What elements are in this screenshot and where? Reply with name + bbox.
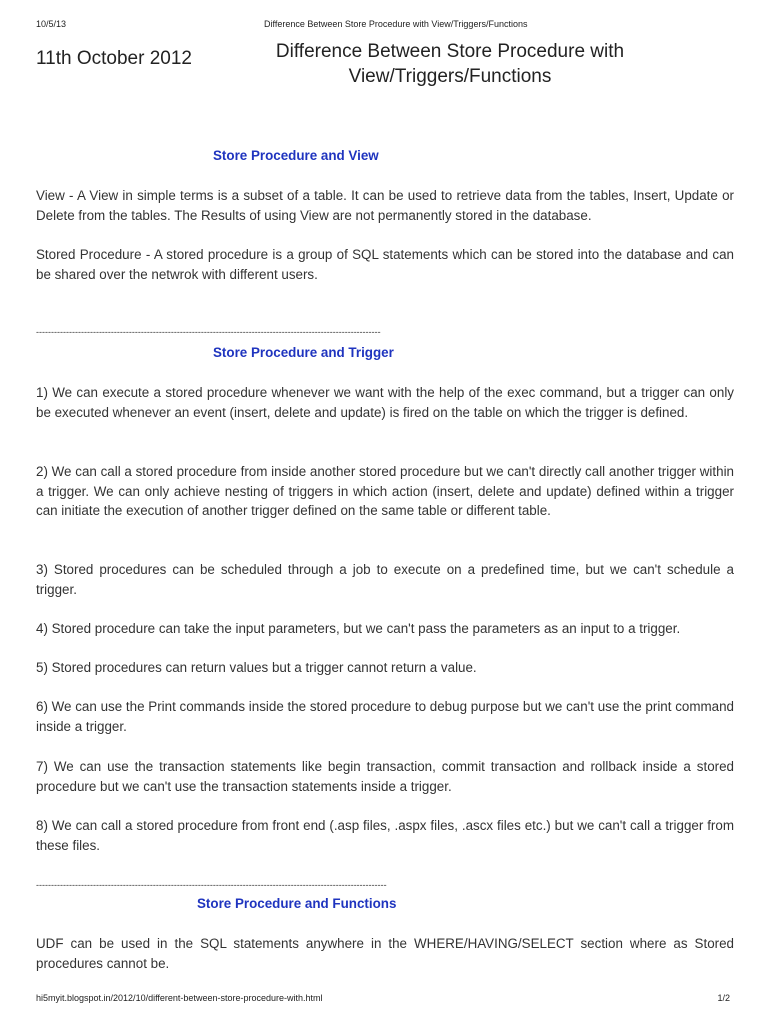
trigger-point-3: 3) Stored procedures can be scheduled through a job to execute on a predefined time, but we can't schedule a trigger.	[36, 562, 734, 597]
paragraph-view: View - A View in simple terms is a subset of a table. It can be used to retrieve data from the tables, Insert, Update or Delete from the tables. The Results of using View are not permanently stored in the database.	[36, 188, 734, 223]
paragraph-stored-procedure: Stored Procedure - A stored procedure is a group of SQL statements which can be stored into the database and can be shared over the netwrok with different users.	[36, 247, 734, 282]
page-url: hi5myit.blogspot.in/2012/10/different-between-store-procedure-with.html	[36, 993, 323, 1003]
page-number: 1/2	[717, 993, 730, 1003]
print-date: 10/5/13	[36, 19, 67, 29]
print-footer	[36, 993, 732, 1005]
section-heading-functions: Store Procedure and Functions	[197, 896, 397, 911]
divider-line: ---------------------------------------------------------------------------------------------------------------------	[36, 880, 387, 890]
trigger-point-7: 7) We can use the transaction statements like begin transaction, commit transaction and rollback inside a stored procedure but we can't use the transaction statements inside a trigger.	[36, 759, 734, 794]
functions-paragraph: UDF can be used in the SQL statements anywhere in the WHERE/HAVING/SELECT section where as Stored procedures cannot be.	[36, 936, 734, 971]
print-header	[36, 19, 732, 31]
trigger-point-4: 4) Stored procedure can take the input parameters, but we can't pass the parameters as an input to a trigger.	[36, 621, 681, 636]
section-heading-view: Store Procedure and View	[213, 148, 379, 163]
section-heading-trigger: Store Procedure and Trigger	[213, 345, 394, 360]
trigger-point-1: 1) We can execute a stored procedure whenever we want with the help of the exec command, but a trigger can only be executed whenever an event (insert, delete and update) is fired on the table on which the trigger is defined.	[36, 385, 734, 420]
trigger-point-2: 2) We can call a stored procedure from inside another stored procedure but we can't directly call another trigger within a trigger. We can only achieve nesting of triggers in which action (insert, delete and update) defined within a trigger can initiate the execution of another trigger defined on the same table or different table.	[36, 464, 734, 518]
post-date: 11th October 2012	[36, 48, 192, 69]
trigger-point-8: 8) We can call a stored procedure from front end (.asp files, .aspx files, .ascx files etc.) but we can't call a trigger from these files.	[36, 818, 734, 853]
trigger-point-5: 5) Stored procedures can return values but a trigger cannot return a value.	[36, 660, 477, 675]
trigger-point-6: 6) We can use the Print commands inside the stored procedure to debug purpose but we can't use the print command inside a trigger.	[36, 699, 734, 734]
divider-line: -------------------------------------------------------------------------------------------------------------------	[36, 327, 381, 337]
post-title: Difference Between Store Procedure with View/Triggers/Functions	[275, 41, 625, 87]
print-page-title: Difference Between Store Procedure with View/Triggers/Functions	[264, 19, 528, 29]
